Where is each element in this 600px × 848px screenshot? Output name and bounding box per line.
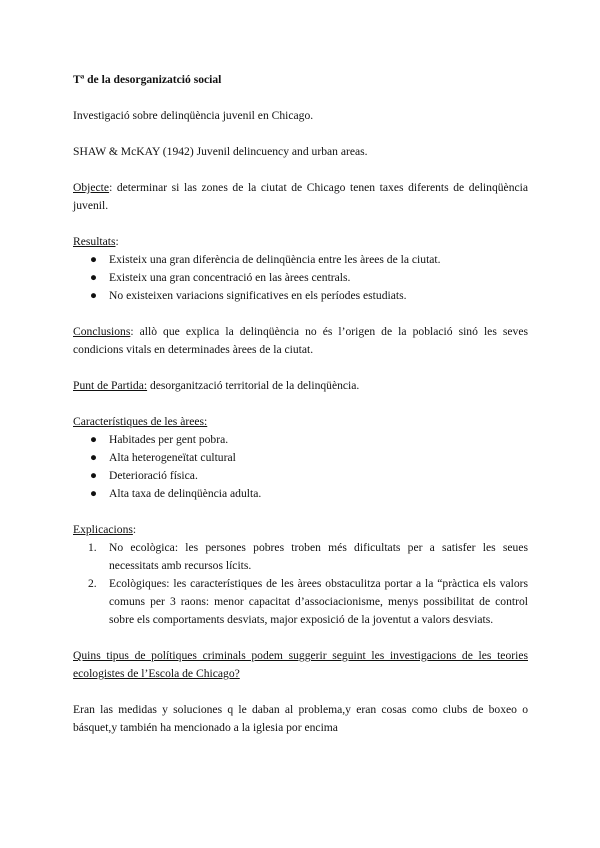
resultats-list [73,251,528,305]
intro-line: Investigació sobre delinqüència juvenil en Chicago. [73,109,314,122]
caracteristiques-list [73,431,528,503]
bullet-icon: ● [90,271,98,284]
list-item: ● Alta heterogeneïtat cultural [73,449,528,467]
explicacions-label: Explicacions [73,523,133,536]
list-number: 1. [88,541,97,554]
question-paragraph: Quins tipus de polítiques criminals podem suggerir seguint les investigacions de les teories ecologistes de l’Escola de Chicago? [73,649,528,680]
objecte-text: : determinar si las zones de la ciutat de Chicago tenen taxes diferents de delinqüència juvenil. [73,181,528,212]
answer-paragraph: Eran las medidas y soluciones q le daban al problema,y eran cosas como clubs de boxeo o básquet,y también ha mencionado a la iglesia por encima [73,703,528,734]
list-item: 1. No ecològica: les persones pobres troben més dificultats per a satisfer les seues necessitats amb recursos lícits. [88,541,528,572]
punt-partida-paragraph [73,377,528,395]
explicacions-list [73,539,528,629]
bullet-icon: ● [90,433,98,446]
list-number: 2. [88,577,97,590]
resultats-heading: Resultats: [73,235,119,248]
punt-partida-label: Punt de Partida: [73,379,148,392]
conclusions-text: : allò que explica la delinqüència no és l’origen de la població sinó les seves condicions vitals en determinades àrees de la ciutat. [73,325,528,356]
conclusions-label: Conclusions [73,325,131,338]
bullet-icon: ● [90,469,98,482]
caracteristiques-heading: Característiques de les àrees: [73,415,208,428]
explicacions-heading: Explicacions: [73,523,137,536]
list-item: ● Deterioració física. [73,467,528,485]
bullet-icon: ● [90,451,98,464]
list-item: ● Habitades per gent pobra. [73,431,528,449]
document-body [73,71,528,755]
conclusions-paragraph [73,323,528,359]
objecte-label: Objecte [73,181,110,194]
list-item: ● No existeixen variacions significatives en els períodes estudiats. [73,287,528,305]
bullet-icon: ● [90,289,98,302]
list-item: ● Existeix una gran concentració en las àrees centrals. [73,269,528,287]
reference-line: SHAW & McKAY (1942) Juvenil delincuency and urban areas. [73,145,368,158]
list-item: 2. Ecològiques: les característiques de les àrees obstaculitza portar a la “pràctica els valors comuns per 3 raons: menor capacitat d’associacionisme, menys possibilitat de control sobre els comportaments desviats, major exposició de la joventut a valors desviats. [88,577,528,626]
objecte-paragraph [73,179,528,215]
bullet-icon: ● [90,487,98,500]
bullet-icon: ● [90,253,98,266]
list-item: ● Alta taxa de delinqüència adulta. [73,485,528,503]
resultats-label: Resultats [73,235,116,248]
page-title: Tª de la desorganizatció social [73,73,222,86]
list-item: ● Existeix una gran diferència de delinqüència entre les àrees de la ciutat. [73,251,528,269]
punt-partida-text: desorganització territorial de la delinqüència. [147,379,360,392]
